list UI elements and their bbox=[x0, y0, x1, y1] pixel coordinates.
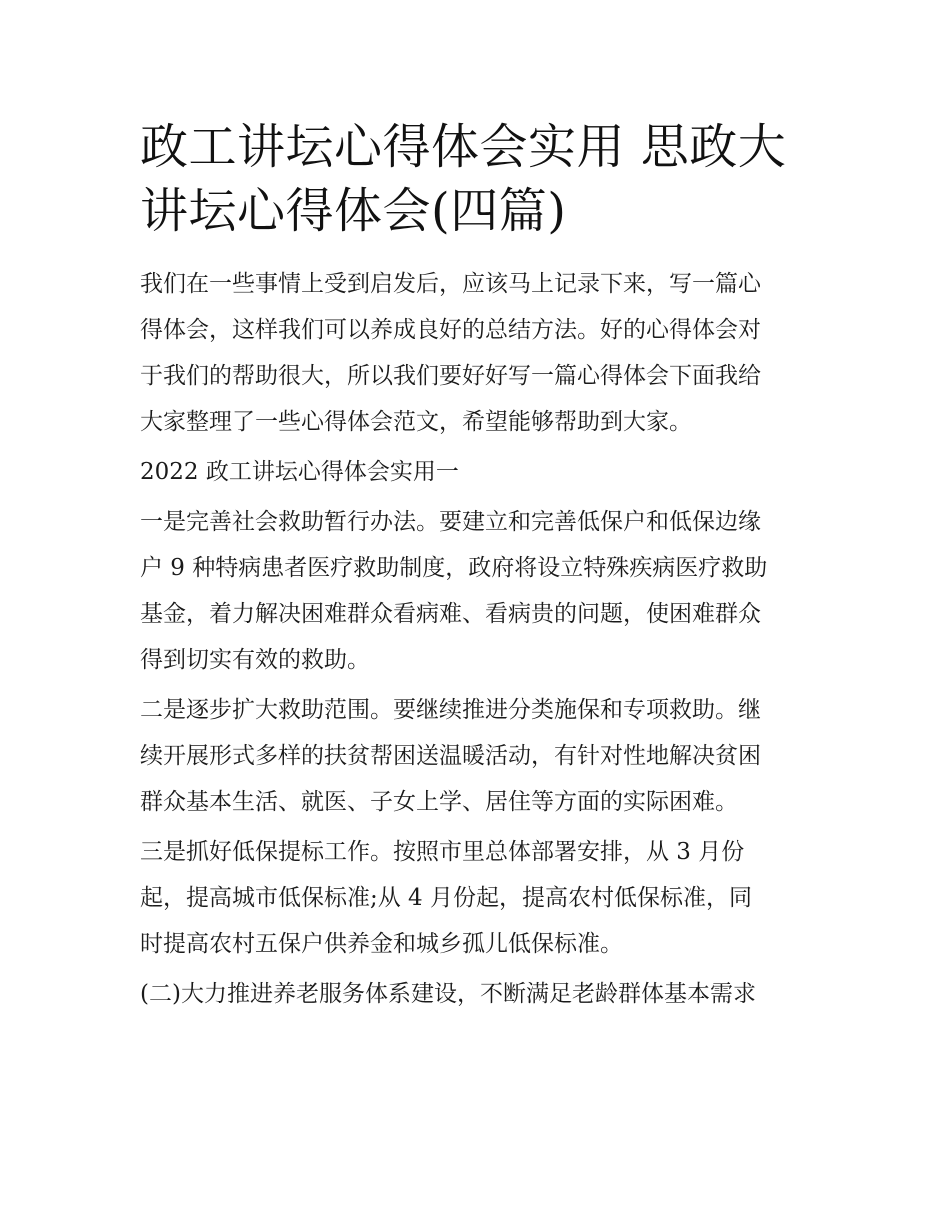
paragraph-intro bbox=[140, 261, 815, 445]
text-line: 群众基本生活、就医、子女上学、居住等方面的实际困难。 bbox=[140, 789, 738, 815]
text-line: 基金，着力解决困难群众看病难、看病贵的问题，使困难群众 bbox=[140, 601, 761, 627]
text-line: 得到切实有效的救助。 bbox=[140, 647, 370, 673]
text-line: 2022 政工讲坛心得体会实用一 bbox=[140, 459, 459, 485]
title-line-1: 政工讲坛心得体会实用 思政大 bbox=[140, 119, 787, 175]
text-line: 二是逐步扩大救助范围。要继续推进分类施保和专项救助。继 bbox=[140, 697, 761, 723]
section-heading bbox=[140, 449, 815, 495]
text-line: 户 9 种特病患者医疗救助制度，政府将设立特殊疾病医疗救助 bbox=[140, 555, 768, 581]
document-title bbox=[140, 115, 815, 243]
text-line: 续开展形式多样的扶贫帮困送温暖活动，有针对性地解决贫困 bbox=[140, 743, 761, 769]
text-line: 大家整理了一些心得体会范文，希望能够帮助到大家。 bbox=[140, 409, 692, 435]
title-line-2: 讲坛心得体会(四篇) bbox=[140, 183, 567, 239]
text-line: 起，提高城市低保标准;从 4 月份起，提高农村低保标准，同 bbox=[140, 885, 753, 911]
paragraph-four bbox=[140, 971, 815, 1017]
text-line: 得体会，这样我们可以养成良好的总结方法。好的心得体会对 bbox=[140, 317, 761, 343]
document-content bbox=[140, 115, 815, 1021]
text-line: 时提高农村五保户供养金和城乡孤儿低保标准。 bbox=[140, 931, 623, 957]
paragraph-one bbox=[140, 499, 815, 683]
text-line: (二)大力推进养老服务体系建设，不断满足老龄群体基本需求 bbox=[140, 981, 756, 1007]
text-line: 我们在一些事情上受到启发后，应该马上记录下来，写一篇心 bbox=[140, 271, 761, 297]
paragraph-three bbox=[140, 829, 815, 967]
text-line: 三是抓好低保提标工作。按照市里总体部署安排，从 3 月份 bbox=[140, 839, 745, 865]
paragraph-two bbox=[140, 687, 815, 825]
text-line: 一是完善社会救助暂行办法。要建立和完善低保户和低保边缘 bbox=[140, 509, 761, 535]
text-line: 于我们的帮助很大，所以我们要好好写一篇心得体会下面我给 bbox=[140, 363, 761, 389]
document-body bbox=[140, 261, 815, 1017]
